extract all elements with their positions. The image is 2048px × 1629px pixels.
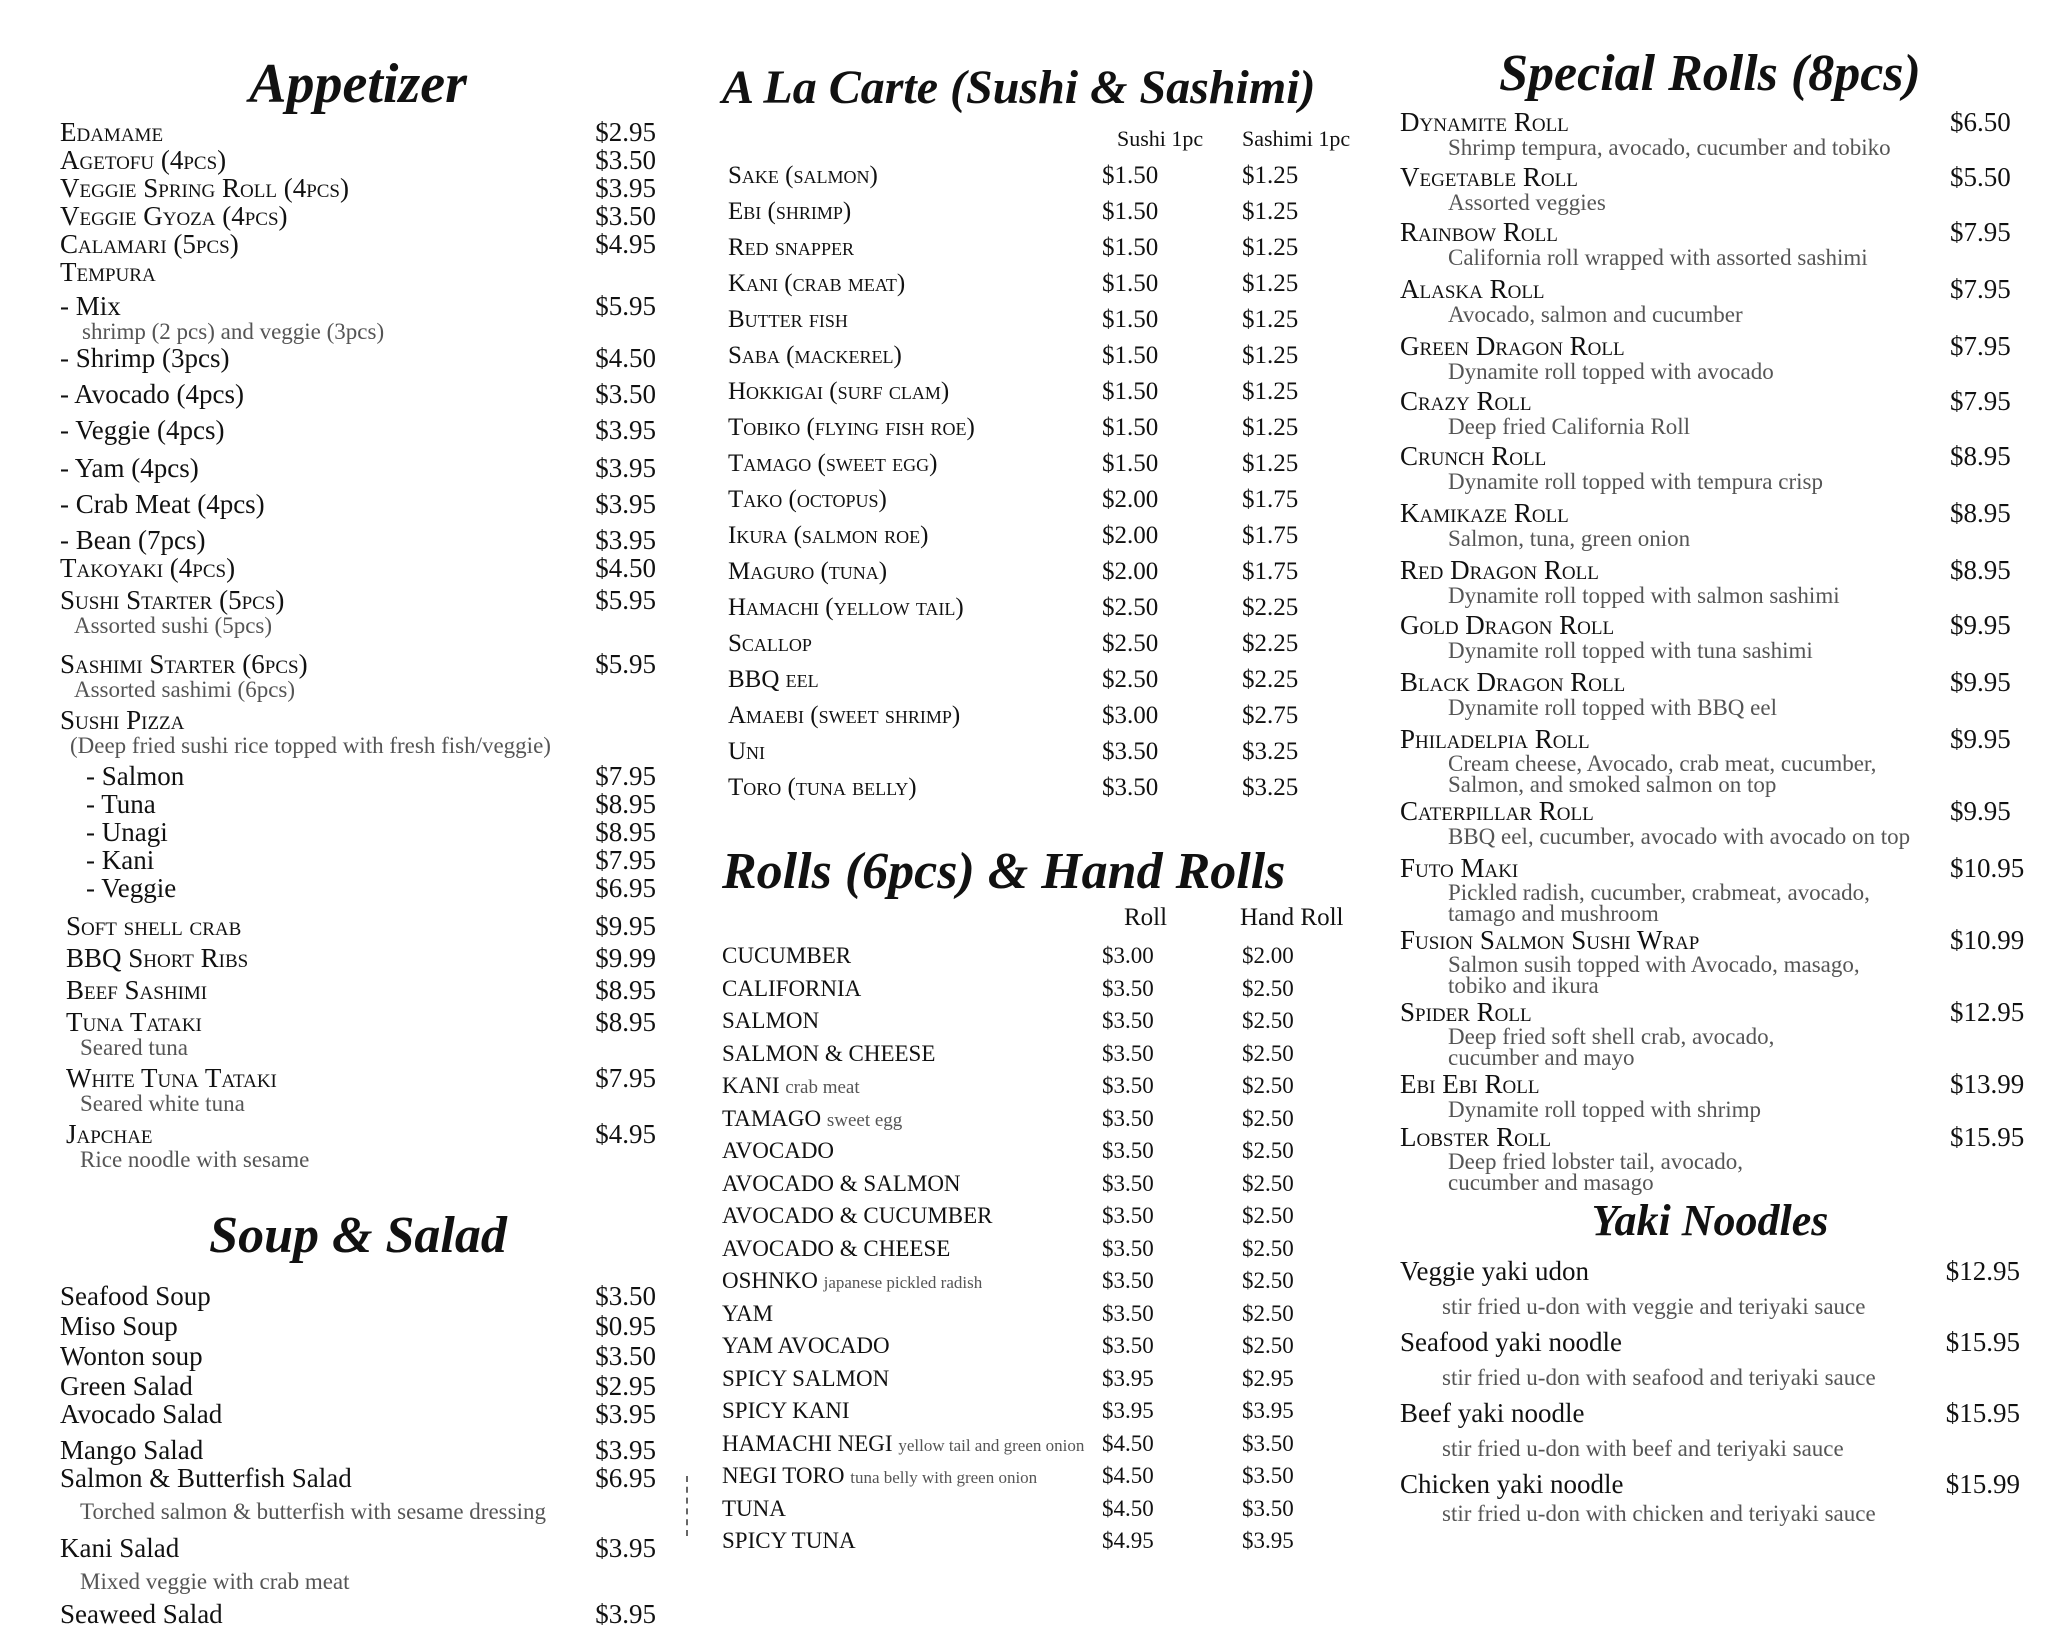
soup-salad-title: Soup & Salad xyxy=(209,1207,507,1264)
menu-item: Dynamite Roll $6.50 xyxy=(1400,107,2011,137)
item-price: $3.50 xyxy=(595,201,656,231)
item-desc: Assorted veggies xyxy=(1448,190,1606,215)
item-desc: Deep fried lobster tail, avocado, cucumber and masago xyxy=(1448,1149,1744,1195)
menu-item: Rainbow Roll $7.95 xyxy=(1400,217,2011,247)
menu-item: Gold Dragon Roll $9.95 xyxy=(1400,610,2011,640)
list-item: Ikura (salmon roe) $2.00 $1.75 xyxy=(728,522,1299,549)
list-item: Tobiko (flying fish roe) $1.50 $1.25 xyxy=(728,414,1299,441)
list-item: Maguro (tuna) $2.00 $1.75 xyxy=(728,558,1299,585)
col-sashimi-label: Sashimi 1pc xyxy=(1242,126,1351,151)
menu-item: Red Dragon Roll $8.95 xyxy=(1400,555,2011,585)
item-desc: stir fried u-don with beef and teriyaki sauce xyxy=(1442,1436,1844,1461)
alacarte-title: A La Carte (Sushi & Sashimi) xyxy=(722,61,1316,114)
item-desc: stir fried u-don with veggie and teriyaki sauce xyxy=(1442,1294,1866,1319)
menu-item: Sashimi Starter (6pcs) $5.95 xyxy=(60,649,656,679)
list-item: Sake (salmon) $1.50 $1.25 xyxy=(728,162,1299,189)
list-item: OSHNKO japanese pickled radish $3.50 $2.50 xyxy=(722,1268,1294,1294)
item-desc: Salmon, tuna, green onion xyxy=(1448,526,1691,551)
list-item: AVOCADO & CUCUMBER $3.50 $2.50 xyxy=(722,1203,1294,1229)
item-desc: Dynamite roll topped with BBQ eel xyxy=(1448,695,1777,720)
item-desc: Pickled radish, cucumber, crabmeat, avocado, tamago and mushroom xyxy=(1448,880,1870,926)
item-desc: Dynamite roll topped with avocado xyxy=(1448,359,1774,384)
col-roll-label: Roll xyxy=(1124,904,1168,931)
menu-item: Ebi Ebi Roll $13.99 xyxy=(1400,1069,2025,1099)
list-item: NEGI TORO tuna belly with green onion $4.50 $3.50 xyxy=(722,1463,1294,1489)
menu-item: Seaweed Salad $3.95 xyxy=(60,1599,656,1629)
menu-item: Wonton soup $3.50 xyxy=(60,1341,656,1371)
list-item: Amaebi (sweet shrimp) $3.00 $2.75 xyxy=(728,702,1299,729)
menu-item: Chicken yaki noodle $15.99 xyxy=(1400,1469,2020,1499)
list-item: Saba (mackerel) $1.50 $1.25 xyxy=(728,342,1299,369)
menu-item xyxy=(60,146,656,174)
list-item: Butter fish $1.50 $1.25 xyxy=(728,306,1299,333)
appetizer-title: Appetizer xyxy=(249,53,467,115)
menu-item: BBQ Short Ribs $9.99 xyxy=(66,943,656,973)
menu-item: Seafood yaki noodle $15.95 xyxy=(1400,1327,2020,1357)
item-desc: shrimp (2 pcs) and veggie (3pcs) xyxy=(82,319,385,344)
item-desc: Dynamite roll topped with tuna sashimi xyxy=(1448,638,1813,663)
divider-dashed xyxy=(686,1476,688,1536)
item-name: Edamame xyxy=(60,117,164,147)
menu-item: Kamikaze Roll $8.95 xyxy=(1400,498,2011,528)
list-item: BBQ eel $2.50 $2.25 xyxy=(728,666,1299,693)
item-desc: (Deep fried sushi rice topped with fresh fish/veggie) xyxy=(70,733,551,758)
item-desc: stir fried u-don with chicken and teriyaki sauce xyxy=(1442,1501,1876,1526)
menu-item: Sushi Starter (5pcs) $5.95 xyxy=(60,585,656,615)
yaki-noodles-title: Yaki Noodles xyxy=(1591,1196,1829,1245)
special-rolls-title: Special Rolls (8pcs) xyxy=(1499,45,1921,102)
item-desc: Deep fried soft shell crab, avocado, cucumber and mayo xyxy=(1448,1024,1775,1070)
item-desc: Seared white tuna xyxy=(80,1091,245,1116)
item-name: Agetofu (4pcs) xyxy=(60,145,227,175)
menu-item: Beef yaki noodle $15.95 xyxy=(1400,1398,2020,1428)
list-item: TAMAGO sweet egg $3.50 $2.50 xyxy=(722,1105,1294,1131)
menu-item: Spider Roll $12.95 xyxy=(1400,997,2025,1027)
list-item: Hokkigai (surf clam) $1.50 $1.25 xyxy=(728,378,1299,405)
sushi-pizza-label: Sushi Pizza xyxy=(60,705,185,735)
list-item: Red snapper $1.50 $1.25 xyxy=(728,234,1299,261)
list-item: Tako (octopus) $2.00 $1.75 xyxy=(728,486,1299,513)
item-desc: Assorted sushi (5pcs) xyxy=(74,613,273,638)
menu-item: Japchae $4.95 xyxy=(66,1119,656,1149)
menu-item: - Yam (4pcs) $3.95 xyxy=(60,453,656,483)
menu-item: - Crab Meat (4pcs) $3.95 xyxy=(60,489,656,519)
list-item: YAM AVOCADO $3.50 $2.50 xyxy=(722,1333,1294,1359)
list-item: TUNA $4.50 $3.50 xyxy=(722,1495,1294,1521)
list-item: Hamachi (yellow tail) $2.50 $2.25 xyxy=(728,594,1299,621)
item-price: $4.95 xyxy=(595,229,656,259)
menu-item: Avocado Salad $3.95 xyxy=(60,1399,656,1429)
list-item: CUCUMBER $3.00 $2.00 xyxy=(722,943,1294,969)
item-price: $3.50 xyxy=(595,145,656,175)
menu-item: - Veggie $6.95 xyxy=(86,873,656,903)
menu-item: Kani Salad $3.95 xyxy=(60,1533,656,1563)
item-desc: Dynamite roll topped with salmon sashimi xyxy=(1448,583,1840,608)
list-item: Uni $3.50 $3.25 xyxy=(728,738,1299,765)
col-sushi-label: Sushi 1pc xyxy=(1117,126,1204,151)
menu-item: Veggie yaki udon $12.95 xyxy=(1400,1256,2020,1286)
menu-item: Caterpillar Roll $9.95 xyxy=(1400,796,2011,826)
menu-item: Mango Salad $3.95 xyxy=(60,1435,656,1465)
list-item: SPICY TUNA $4.95 $3.95 xyxy=(722,1528,1294,1554)
menu-item xyxy=(60,230,656,258)
alacarte-header xyxy=(722,126,1362,152)
item-desc: Dynamite roll topped with tempura crisp xyxy=(1448,469,1823,494)
menu-item: Philadelpia Roll $9.95 xyxy=(1400,724,2011,754)
menu-item: Salmon & Butterfish Salad $6.95 xyxy=(60,1463,656,1493)
menu-item: Crazy Roll $7.95 xyxy=(1400,386,2011,416)
list-item: SALMON & CHEESE $3.50 $2.50 xyxy=(722,1040,1294,1066)
list-item: AVOCADO & SALMON $3.50 $2.50 xyxy=(722,1170,1294,1196)
menu-item: Vegetable Roll $5.50 xyxy=(1400,162,2011,192)
list-item: Scallop $2.50 $2.25 xyxy=(728,630,1299,657)
menu-item: - Kani $7.95 xyxy=(86,845,656,875)
menu-item: - Avocado (4pcs) $3.50 xyxy=(60,379,656,409)
item-name: Calamari (5pcs) xyxy=(60,229,239,259)
list-item: YAM $3.50 $2.50 xyxy=(722,1300,1294,1326)
item-desc: Dynamite roll topped with shrimp xyxy=(1448,1097,1762,1122)
menu-item: Futo Maki $10.95 xyxy=(1400,853,2025,883)
menu-item: - Mix $5.95 xyxy=(60,291,656,321)
alacarte-list xyxy=(722,158,1362,806)
list-item: SPICY SALMON $3.95 $2.95 xyxy=(722,1365,1294,1391)
menu-item: Miso Soup $0.95 xyxy=(60,1311,656,1341)
menu-item xyxy=(60,174,656,202)
menu-item xyxy=(60,202,656,230)
menu-item: - Unagi $8.95 xyxy=(86,817,656,847)
menu-item: Green Dragon Roll $7.95 xyxy=(1400,331,2011,361)
item-desc: BBQ eel, cucumber, avocado with avocado on top xyxy=(1448,824,1911,849)
item-desc: California roll wrapped with assorted sashimi xyxy=(1448,245,1868,270)
list-item: SALMON $3.50 $2.50 xyxy=(722,1008,1294,1034)
list-item: AVOCADO $3.50 $2.50 xyxy=(722,1138,1294,1164)
item-desc: Deep fried California Roll xyxy=(1448,414,1691,439)
list-item: SPICY KANI $3.95 $3.95 xyxy=(722,1398,1294,1424)
column-middle xyxy=(722,0,1362,1558)
item-desc: Mixed veggie with crab meat xyxy=(80,1569,350,1594)
menu-item: - Salmon $7.95 xyxy=(86,761,656,791)
list-item: HAMACHI NEGI yellow tail and green onion $4.50 $3.50 xyxy=(722,1430,1294,1456)
menu-item: Fusion Salmon Sushi Wrap $10.99 xyxy=(1400,925,2025,955)
item-desc: Salmon susih topped with Avocado, masago, tobiko and ikura xyxy=(1448,952,1860,998)
menu-item: Black Dragon Roll $9.95 xyxy=(1400,667,2011,697)
item-price: $3.95 xyxy=(595,173,656,203)
item-desc: Assorted sashimi (6pcs) xyxy=(74,677,296,702)
menu-item: Green Salad $2.95 xyxy=(60,1371,656,1401)
item-desc: Rice noodle with sesame xyxy=(80,1147,310,1172)
list-item: Toro (tuna belly) $3.50 $3.25 xyxy=(728,774,1299,801)
item-desc: Seared tuna xyxy=(80,1035,188,1060)
col-hand-label: Hand Roll xyxy=(1240,904,1344,931)
menu-item: Lobster Roll $15.95 xyxy=(1400,1122,2025,1152)
list-item: Kani (crab meat) $1.50 $1.25 xyxy=(728,270,1299,297)
menu-item: - Bean (7pcs) $3.95 xyxy=(60,525,656,555)
item-desc: Cream cheese, Avocado, crab meat, cucumber, Salmon, and smoked salmon on top xyxy=(1448,751,1877,797)
list-item: Ebi (shrimp) $1.50 $1.25 xyxy=(728,198,1299,225)
column-left xyxy=(60,0,656,1628)
menu-item: - Tuna $8.95 xyxy=(86,789,656,819)
menu-item: Seafood Soup $3.50 xyxy=(60,1281,656,1311)
item-name: Veggie Spring Roll (4pcs) xyxy=(60,173,349,203)
menu-item: Takoyaki (4pcs) $4.50 xyxy=(60,553,656,583)
rolls-list xyxy=(722,940,1362,1558)
list-item: CALIFORNIA $3.50 $2.50 xyxy=(722,975,1294,1001)
menu-item: Beef Sashimi $8.95 xyxy=(66,975,656,1005)
item-desc: Avocado, salmon and cucumber xyxy=(1448,302,1743,327)
rolls-title: Rolls (6pcs) & Hand Rolls xyxy=(722,843,1286,900)
menu-item: Soft shell crab $9.95 xyxy=(66,911,656,941)
list-item: Tamago (sweet egg) $1.50 $1.25 xyxy=(728,450,1299,477)
menu-item xyxy=(60,118,656,146)
menu-item: - Veggie (4pcs) $3.95 xyxy=(60,415,656,445)
item-desc: stir fried u-don with seafood and teriyaki sauce xyxy=(1442,1365,1876,1390)
column-right xyxy=(1400,0,2025,1526)
menu-item: - Shrimp (3pcs) $4.50 xyxy=(60,343,656,373)
menu-item: Crunch Roll $8.95 xyxy=(1400,441,2011,471)
item-price: $2.95 xyxy=(595,117,656,147)
menu-item: White Tuna Tataki $7.95 xyxy=(66,1063,656,1093)
item-desc: Shrimp tempura, avocado, cucumber and tobiko xyxy=(1448,135,1891,160)
list-item: KANI crab meat $3.50 $2.50 xyxy=(722,1073,1294,1099)
rolls-header xyxy=(722,904,1362,932)
item-name: Veggie Gyoza (4pcs) xyxy=(60,201,288,231)
item-desc: Torched salmon & butterfish with sesame dressing xyxy=(80,1499,546,1524)
menu-item: Alaska Roll $7.95 xyxy=(1400,274,2011,304)
menu-item: Tuna Tataki $8.95 xyxy=(66,1007,656,1037)
list-item: AVOCADO & CHEESE $3.50 $2.50 xyxy=(722,1235,1294,1261)
tempura-label: Tempura xyxy=(60,257,156,287)
